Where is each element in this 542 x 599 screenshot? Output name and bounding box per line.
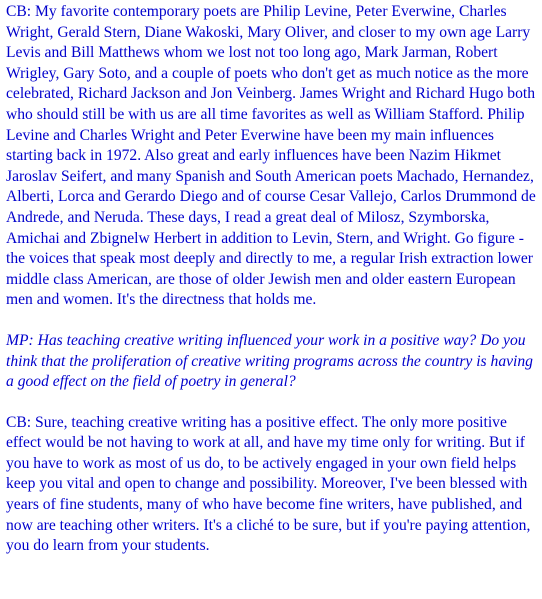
question-paragraph-teaching: MP: Has teaching creative writing influenced your work in a positive way? Do you think that the proliferation of creative writing programs across the country is having a good effect on the field of poetry in general? bbox=[6, 331, 533, 391]
answer-paragraph-teaching: CB: Sure, teaching creative writing has a positive effect. The only more positive effect would be not having to work at all, and have my time only for writing. But if you have to work as most of us do, to be actively engaged in your own field helps keep you vital and open to change and possibility. Moreover, I've been blessed with years of fine students, many of who have become fine writers, have published, and now are teaching other writers. It's a cliché to be sure, but if you're paying attention, you do learn from your students. bbox=[6, 413, 531, 555]
answer-paragraph-favorite-poets: CB: My favorite contemporary poets are Philip Levine, Peter Everwine, Charles Wright, Gerald Stern, Diane Wakoski, Mary Oliver, and closer to my own age Larry Levis and Bill Matthews whom we lost not too long ago, Mark Jarman, Robert Wrigley, Gary Soto, and a couple of poets who don't get as much notice as the more celebrated, Richard Jackson and Jon Veinberg. James Wright and Richard Hugo both who should still be with us are all time favorites as well as William Stafford. Philip Levine and Charles Wright and Peter Everwine have been my main influences starting back in 1972. Also great and early influences have been Nazim Hikmet Jaroslav Seifert, and many Spanish and South American poets Machado, Hernandez, Alberti, Lorca and Gerardo Diego and of course Cesar Vallejo, Carlos Drummond de Andrede, and Neruda. These days, I read a great deal of Milosz, Szymborska, Amichai and Zbignelw Herbert in addition to Levin, Stern, and Wright. Go figure - the voices that speak most deeply and directly to me, a regular Irish extraction lower middle class American, are those of older Jewish men and older eastern European men and women. It's the directness that holds me. bbox=[6, 3, 536, 309]
